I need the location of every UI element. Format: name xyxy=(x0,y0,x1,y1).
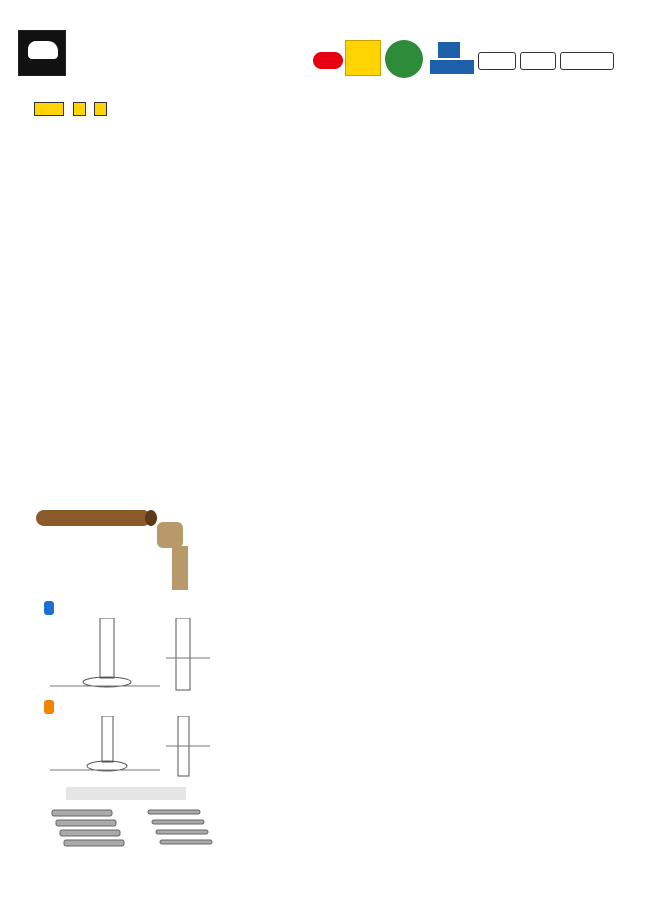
u-box xyxy=(94,102,107,116)
tapping-screw xyxy=(160,840,212,844)
tapping-screw xyxy=(152,820,204,824)
brand-logo xyxy=(18,30,66,76)
parts-illustration xyxy=(48,804,218,854)
type-line xyxy=(32,102,109,120)
tapping-screw xyxy=(148,810,200,814)
angle-adjust-badge xyxy=(430,42,474,76)
rail-end xyxy=(145,510,157,526)
polar-bear-icon xyxy=(28,41,58,59)
anchor-bolt xyxy=(60,830,120,836)
new-badge xyxy=(313,52,343,69)
anchor-bolt xyxy=(64,840,124,846)
anchor-bolt xyxy=(56,820,116,826)
material-tag-aluminum xyxy=(520,52,556,70)
footer-note xyxy=(436,893,443,902)
tapping-screw xyxy=(156,830,208,834)
rail-bar xyxy=(36,510,151,526)
parts-title xyxy=(66,787,186,800)
d45-section-drawing xyxy=(40,618,220,700)
anchor-bolt xyxy=(52,810,112,816)
d45-embed xyxy=(176,618,190,690)
rail-detail xyxy=(32,492,212,592)
b-box xyxy=(73,102,86,116)
type-up-box xyxy=(34,102,64,116)
material-tag-stainless xyxy=(560,52,614,70)
angle-adjust-icon xyxy=(438,42,460,58)
material-tag-teak xyxy=(478,52,516,70)
sidebar-nav xyxy=(622,40,650,860)
rail-illustration xyxy=(32,492,212,592)
detail-d45-tag xyxy=(44,601,54,615)
d45-post xyxy=(100,618,114,678)
post-top xyxy=(172,546,188,590)
bracket-joint xyxy=(157,522,183,548)
outdoor-badge xyxy=(345,40,381,76)
detail-d38-tag xyxy=(44,700,54,714)
d38-post xyxy=(102,716,113,762)
d38-section-drawing xyxy=(40,716,220,782)
diameter-badge xyxy=(385,40,423,78)
angle-adjust-label xyxy=(430,60,474,74)
